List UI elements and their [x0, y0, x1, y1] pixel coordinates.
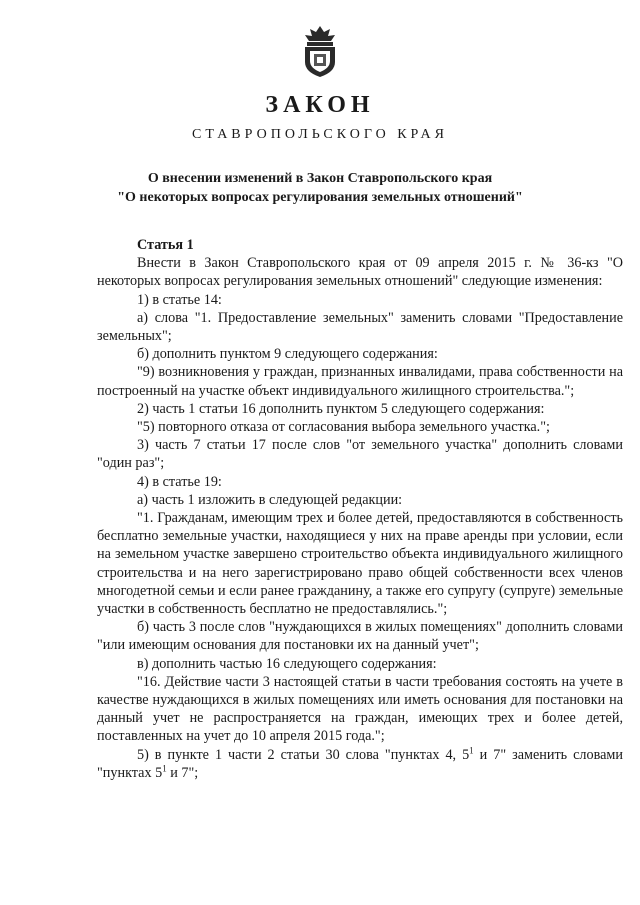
paragraph: а) часть 1 изложить в следующей редакции: [137, 491, 403, 508]
text-run: и 7" заменить словами "пунктах 5 [97, 746, 623, 781]
paragraph: 2) часть 1 статьи 16 дополнить пунктом 5 следующего содержания: [137, 400, 545, 417]
paragraph: 1) в статье 14: [137, 291, 222, 308]
paragraph-item-5 [97, 746, 623, 782]
superscript: 1 [162, 763, 167, 774]
paragraph: б) дополнить пунктом 9 следующего содержания: [137, 346, 438, 363]
subtitle-line: О внесении изменений в Закон Ставропольского края [147, 171, 493, 186]
article-body [97, 236, 623, 782]
paragraph: "1. Гражданам, имеющим трех и более детей, предоставляются в собственность бесплатно земельные участки, находящиеся у них на праве аренды при условии, если на земельном участке завершено строительство объекта индивидуального жилищного строительства и на него зарегистрировано право общей собственности всех членов многодетной семьи и если ранее гражданину, а также его супругу (супруге) земельные участки в собственность бесплатно не предоставлялись."; [97, 510, 623, 618]
subtitle-line: "О некоторых вопросах регулирования земельных отношений" [117, 190, 523, 205]
superscript: 1 [469, 744, 474, 755]
region-name: СТАВРОПОЛЬСКОГО КРАЯ [192, 127, 448, 142]
paragraph: а) слова "1. Предоставление земельных" заменить словами "Предоставление земельных"; [97, 309, 623, 345]
paragraph: 3) часть 7 статьи 17 после слов "от земельного участка" дополнить словами "один раз"; [97, 437, 623, 472]
paragraph: в) дополнить частью 16 следующего содержания: [137, 655, 437, 672]
text-run: и 7"; [166, 764, 199, 781]
paragraph: б) часть 3 после слов "нуждающихся в жилых помещениях" дополнить словами "или имеющим основания для постановки их на данный учет"; [97, 619, 623, 654]
law-title: ЗАКОН [265, 92, 375, 118]
paragraph: 4) в статье 19: [137, 473, 222, 490]
law-subtitle [0, 169, 640, 207]
paragraph: "16. Действие части 3 настоящей статьи в части требования состоять на учете в качестве нуждающихся в жилых помещениях или иметь основания для постановки на данный учет не распространяется на граждан, имеющих трех и более детей, поставленных на учет до 10 апреля 2015 года."; [97, 673, 623, 745]
coat-of-arms-icon [298, 24, 342, 78]
paragraph: "9) возникновения у граждан, признанных инвалидами, права собственности на построенный на участке объект индивидуального жилищного строительства."; [97, 364, 623, 399]
paragraph: "5) повторного отказа от согласования выбора земельного участка."; [137, 419, 550, 436]
article-heading: Статья 1 [137, 237, 194, 253]
article-intro: Внести в Закон Ставропольского края от 09 апреля 2015 г. № 36-кз "О некоторых вопросах регулирования земельных отношений" следующие изменения: [97, 255, 623, 290]
text-run: 5) в пункте 1 части 2 статьи 30 слова "пунктах 4, 5 [137, 746, 470, 763]
